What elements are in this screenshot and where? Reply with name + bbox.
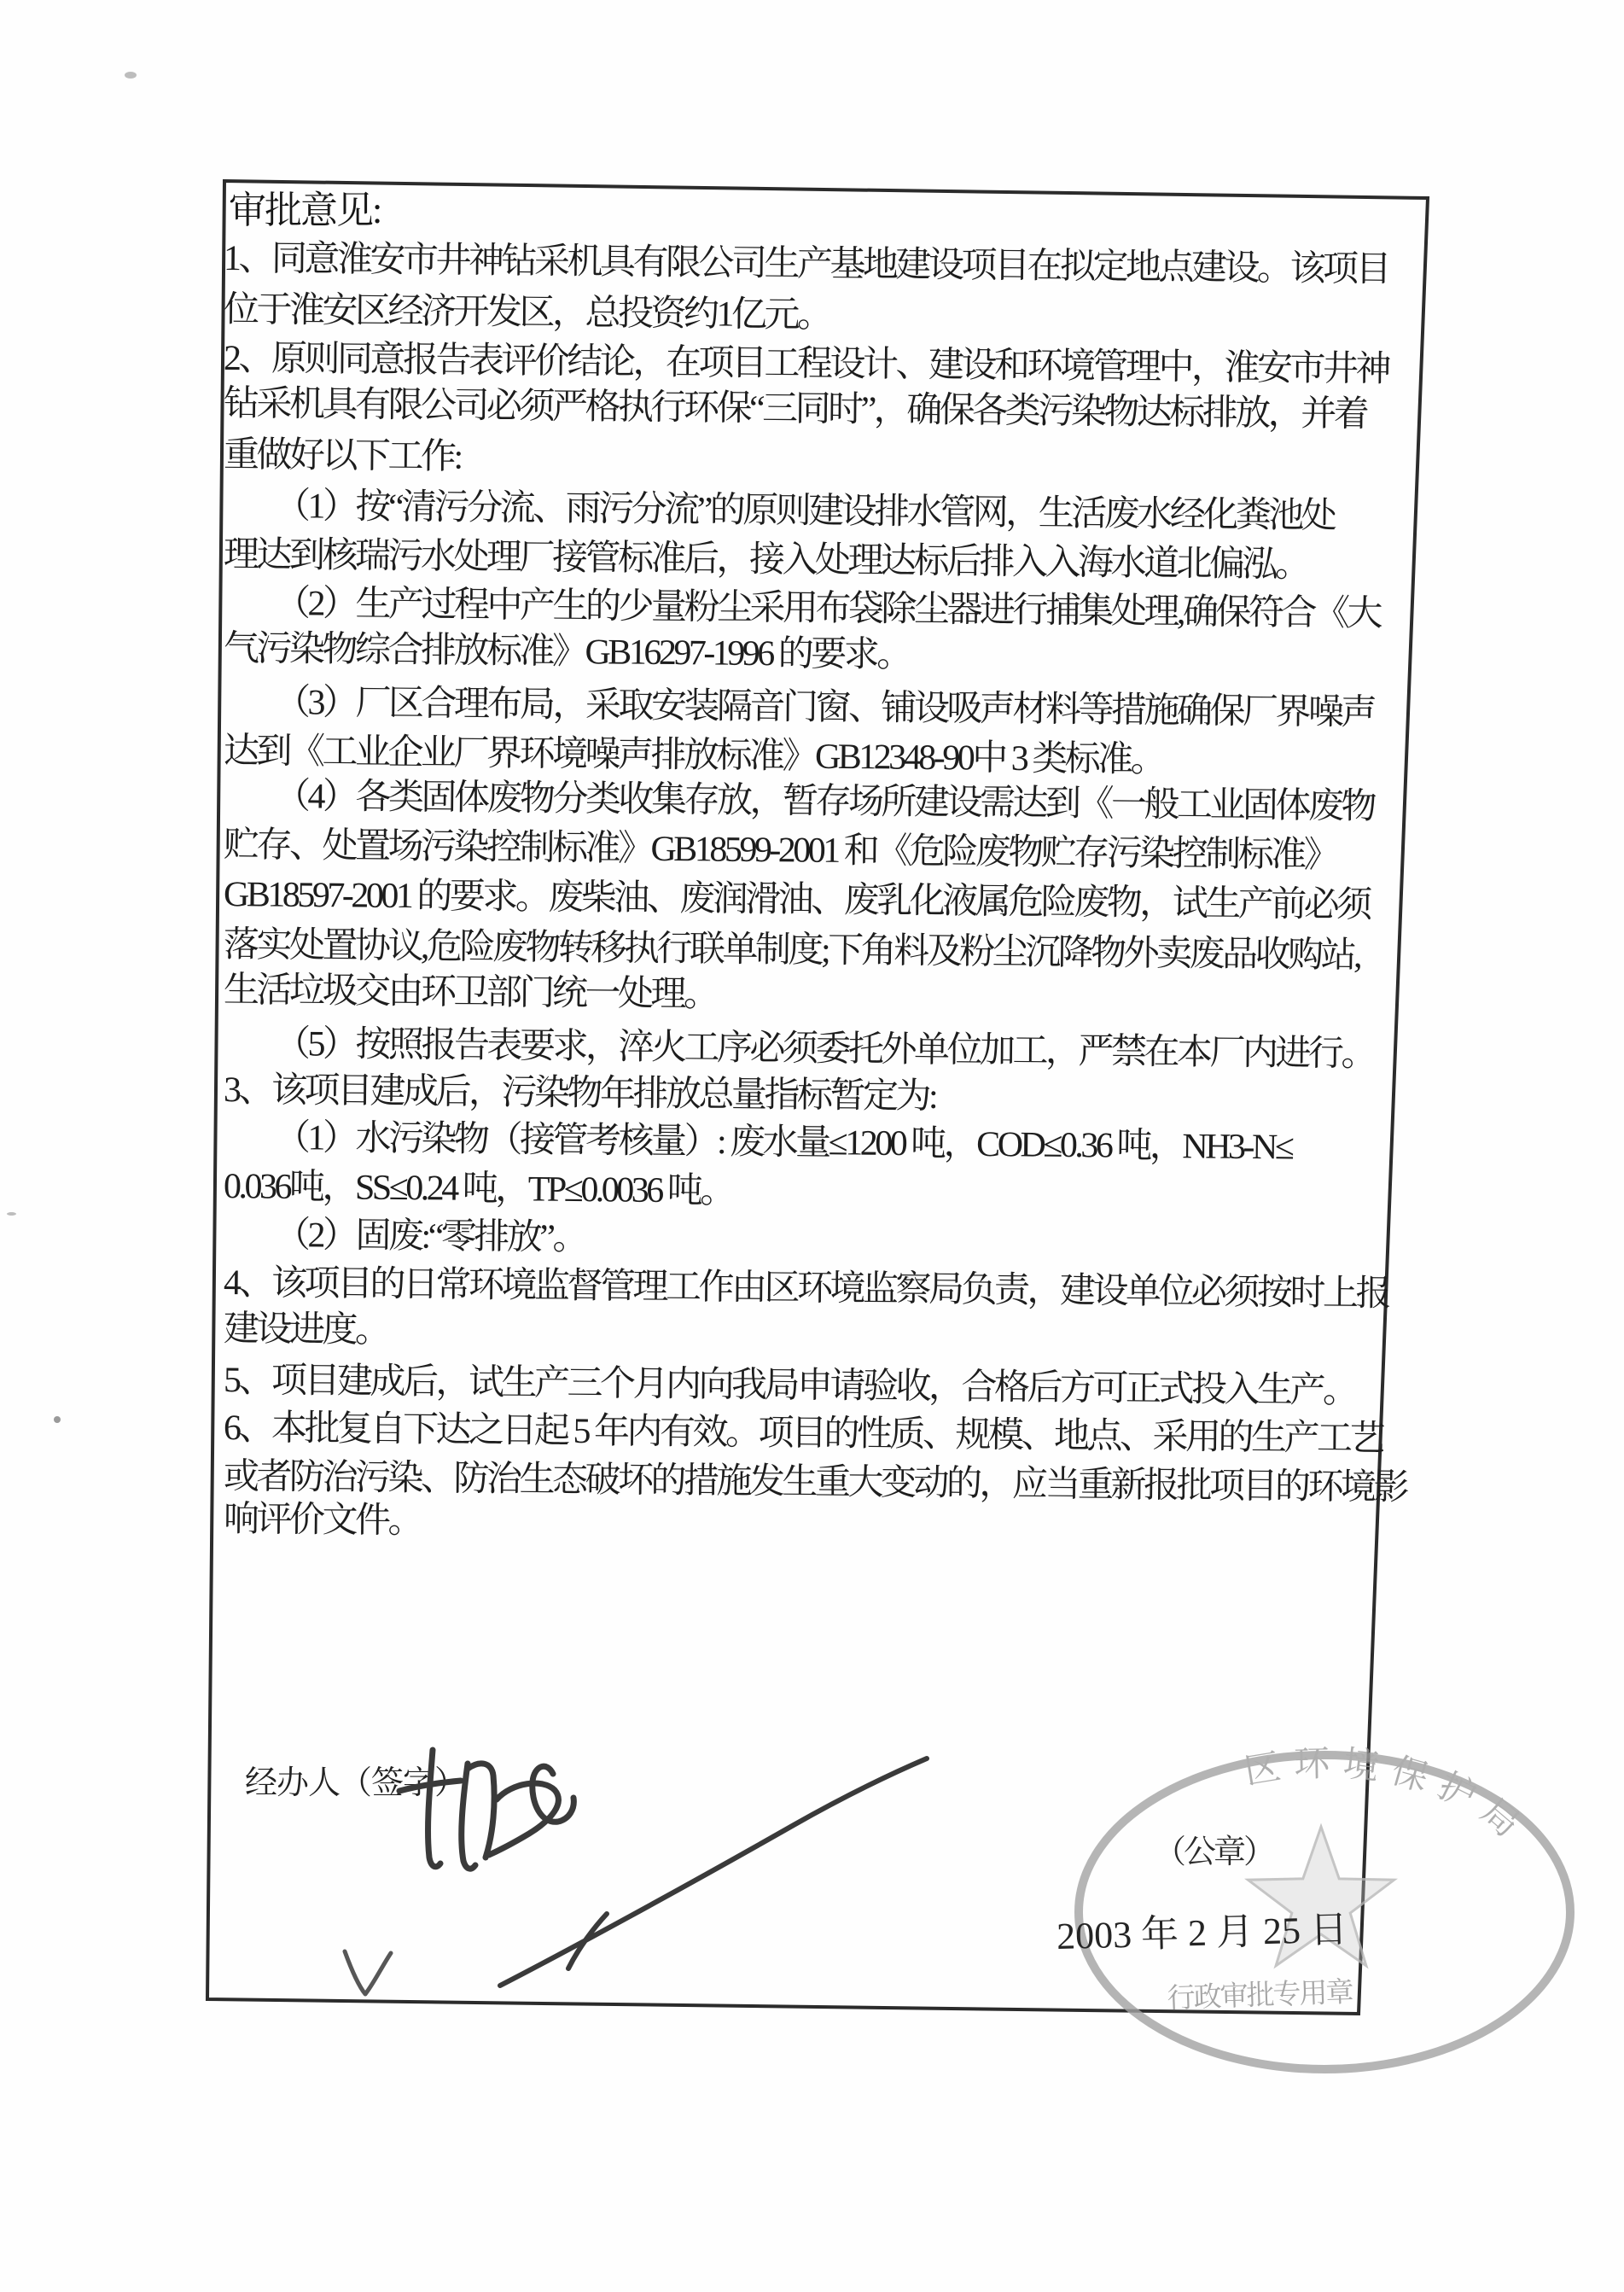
text-line: 达到《工业企业厂界环境噪声排放标准》GB12348-90中 3 类标准。 bbox=[223, 732, 1164, 780]
text-line: 钻采机具有限公司必须严格执行环保“三同时”，确保各类污染物达标排放，并着 bbox=[223, 384, 1367, 434]
text-line: 1、同意淮安市井神钻采机具有限公司生产基地建设项目在拟定地点建设。该项目 bbox=[223, 239, 1389, 290]
text-line: GB18597-2001 的要求。废柴油、废润滑油、废乳化液属危险废物，试生产前必须 bbox=[223, 875, 1371, 925]
text-line: 3、该项目建成后，污染物年排放总量指标暂定为: bbox=[223, 1070, 936, 1117]
text-line: （5）按照报告表要求，淬火工序必须委托外单位加工，严禁在本厂内进行。 bbox=[274, 1024, 1375, 1075]
text-line: （2）固废:“零排放”。 bbox=[274, 1216, 586, 1258]
seal-bottom-text: 行政审批专用章 bbox=[1167, 1977, 1353, 2015]
text-line: 2、原则同意报告表评价结论，在项目工程设计、建设和环境管理中，淮安市井神 bbox=[223, 339, 1389, 390]
text-line: 气污染物综合排放标准》GB16297-1996 的要求。 bbox=[223, 629, 911, 675]
text-line: （1）水污染物（接管考核量）: 废水量≤1200 吨，COD≤0.36 吨，NH3-N≤ bbox=[274, 1118, 1292, 1168]
approval-date: 2003 年 2 月 25 日 bbox=[1056, 1908, 1348, 1957]
text-line: 生活垃圾交由环卫部门统一处理。 bbox=[223, 971, 717, 1015]
seal-placeholder-label: （公章） bbox=[1154, 1834, 1274, 1870]
text-line: （4）各类固体废物分类收集存放，暂存场所建设需达到《一般工业固体废物 bbox=[274, 777, 1375, 827]
handler-signature-label: 经办人（签字） bbox=[245, 1765, 467, 1801]
text-line: 响评价文件。 bbox=[223, 1500, 422, 1542]
text-line: 5、项目建成后，试生产三个月内向我局申请验收，合格后方可正式投入生产。 bbox=[223, 1361, 1356, 1411]
text-line: 4、该项目的日常环境监督管理工作由区环境监察局负责，建设单位必须按时上报 bbox=[223, 1263, 1389, 1315]
text-line: 0.036吨，SS≤0.24 吨，TP≤0.0036 吨。 bbox=[223, 1167, 734, 1211]
text-line: 落实处置协议,危险废物转移执行联单制度;下角料及粉尘沉降物外卖废品收购站, bbox=[223, 925, 1360, 976]
text-line: 6、本批复自下达之日起 5 年内有效。项目的性质、规模、地点、采用的生产工艺 bbox=[223, 1408, 1383, 1460]
text-line: 重做好以下工作: bbox=[223, 435, 461, 477]
text-line: 位于淮安区经济开发区，总投资约1亿元。 bbox=[223, 290, 830, 335]
section-title: 审批意见: bbox=[229, 190, 381, 231]
seal-arc-text: 区环境保护局 bbox=[1242, 1744, 1535, 1853]
text-line: 贮存、处置场污染控制标准》GB18599-2001 和《危险废物贮存污染控制标准》 bbox=[223, 825, 1337, 876]
text-line: （3）厂区合理布局，采取安装隔音门窗、铺设吸声材料等措施确保厂界噪声 bbox=[274, 683, 1375, 733]
text-line: （2）生产过程中产生的少量粉尘采用布袋除尘器进行捕集处理,确保符合《大 bbox=[274, 584, 1381, 634]
text-line: （1）按“清污分流、雨污分流”的原则建设排水管网，生活废水经化粪池处 bbox=[274, 487, 1335, 536]
text-line: 建设进度。 bbox=[223, 1309, 388, 1350]
text-line: 理达到核瑞污水处理厂接管标准后，接入处理达标后排入入海水道北偏泓。 bbox=[223, 535, 1308, 586]
text-line: 或者防治污染、防治生态破坏的措施发生重大变动的，应当重新报批项目的环境影 bbox=[223, 1457, 1407, 1508]
